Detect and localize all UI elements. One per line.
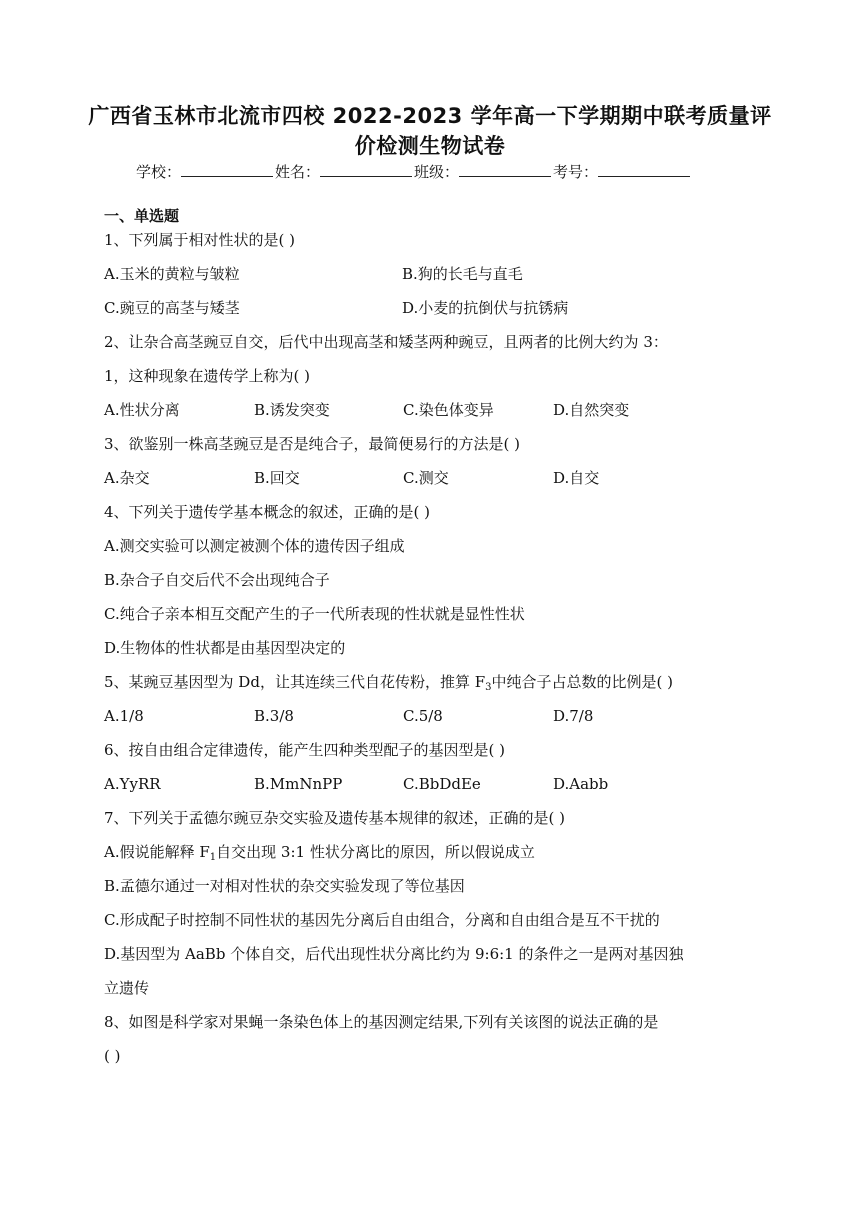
question-3-option-b: B.回交 bbox=[254, 469, 300, 487]
question-7-option-a-subscript: 1 bbox=[209, 852, 217, 863]
class-label: 班级： bbox=[414, 163, 460, 181]
name-label: 姓名： bbox=[275, 163, 321, 181]
exam-no-label: 考号： bbox=[553, 163, 599, 181]
exam-title-line2: 价检测生物试卷 bbox=[354, 134, 506, 158]
question-8-stem-line2: ( ) bbox=[104, 1047, 121, 1065]
question-2-stem-line2: 1，这种现象在遗传学上称为( ) bbox=[104, 367, 311, 385]
question-2-option-c: C.染色体变异 bbox=[403, 401, 494, 419]
question-4-option-b: B.杂合子自交后代不会出现纯合子 bbox=[104, 571, 330, 589]
question-5-stem-post: 中纯合子占总数的比例是( ) bbox=[491, 673, 673, 691]
question-6-option-b: B.MmNnPP bbox=[254, 775, 343, 793]
question-2-option-a: A.性状分离 bbox=[104, 401, 180, 419]
question-1-option-c: C.豌豆的高茎与矮茎 bbox=[104, 299, 240, 317]
question-7-option-d-line1: D.基因型为 AaBb 个体自交，后代出现性状分离比约为 9:6:1 的条件之一是两对基因独 bbox=[104, 945, 684, 963]
question-1-option-b: B.狗的长毛与直毛 bbox=[402, 265, 523, 283]
question-4-option-c: C.纯合子亲本相互交配产生的子一代所表现的性状就是显性性状 bbox=[104, 605, 525, 623]
student-info-line bbox=[136, 162, 692, 182]
question-3-option-c: C.测交 bbox=[403, 469, 449, 487]
question-6-option-c: C.BbDdEe bbox=[403, 775, 481, 793]
question-7-option-d-line2: 立遗传 bbox=[104, 979, 150, 997]
question-8-stem-line1: 8、如图是科学家对果蝇一条染色体上的基因测定结果,下列有关该图的说法正确的是 bbox=[104, 1013, 659, 1031]
question-6-stem: 6、按自由组合定律遗传，能产生四种类型配子的基因型是( ) bbox=[104, 741, 506, 759]
question-2-stem-line1: 2、让杂合高茎豌豆自交，后代中出现高茎和矮茎两种豌豆，且两者的比例大约为 3： bbox=[104, 333, 668, 351]
name-blank bbox=[320, 162, 412, 177]
school-label: 学校： bbox=[136, 163, 182, 181]
question-1-option-d: D.小麦的抗倒伏与抗锈病 bbox=[402, 299, 569, 317]
exam-title-line1: 广西省玉林市北流市四校 2022-2023 学年高一下学期期中联考质量评 bbox=[88, 104, 772, 128]
question-3-stem: 3、欲鉴别一株高茎豌豆是否是纯合子，最简便易行的方法是( ) bbox=[104, 435, 521, 453]
question-7-option-a-pre: A.假说能解释 F bbox=[104, 843, 210, 861]
question-5-option-d: D.7/8 bbox=[553, 707, 594, 725]
question-3-option-a: A.杂交 bbox=[104, 469, 150, 487]
question-1-option-a: A.玉米的黄粒与皱粒 bbox=[104, 265, 240, 283]
question-2-option-d: D.自然突变 bbox=[553, 401, 630, 419]
class-blank bbox=[459, 162, 551, 177]
question-7-option-a-post: 自交出现 3:1 性状分离比的原因，所以假说成立 bbox=[216, 843, 535, 861]
question-1-stem: 1、下列属于相对性状的是( ) bbox=[104, 231, 296, 249]
question-4-option-d: D.生物体的性状都是由基因型决定的 bbox=[104, 639, 346, 657]
question-6-option-a: A.YyRR bbox=[104, 775, 161, 793]
question-2-option-b: B.诱发突变 bbox=[254, 401, 330, 419]
question-5-stem bbox=[104, 672, 673, 692]
question-7-stem: 7、下列关于孟德尔豌豆杂交实验及遗传基本规律的叙述，正确的是( ) bbox=[104, 809, 566, 827]
section-heading: 一、单选题 bbox=[104, 207, 180, 225]
question-5-stem-subscript: 3 bbox=[485, 682, 492, 693]
question-7-option-c: C.形成配子时控制不同性状的基因先分离后自由组合，分离和自由组合是互不干扰的 bbox=[104, 911, 660, 929]
question-5-stem-pre: 5、某豌豆基因型为 Dd，让其连续三代自花传粉，推算 F bbox=[104, 673, 486, 691]
question-5-option-c: C.5/8 bbox=[403, 707, 443, 725]
question-4-option-a: A.测交实验可以测定被测个体的遗传因子组成 bbox=[104, 537, 405, 555]
question-7-option-b: B.孟德尔通过一对相对性状的杂交实验发现了等位基因 bbox=[104, 877, 465, 895]
question-6-option-d: D.Aabb bbox=[553, 775, 609, 793]
question-5-option-a: A.1/8 bbox=[104, 707, 144, 725]
question-7-option-a bbox=[104, 842, 535, 862]
question-3-option-d: D.自交 bbox=[553, 469, 600, 487]
school-blank bbox=[181, 162, 273, 177]
question-4-stem: 4、下列关于遗传学基本概念的叙述，正确的是( ) bbox=[104, 503, 431, 521]
question-5-option-b: B.3/8 bbox=[254, 707, 294, 725]
exam-no-blank bbox=[598, 162, 690, 177]
